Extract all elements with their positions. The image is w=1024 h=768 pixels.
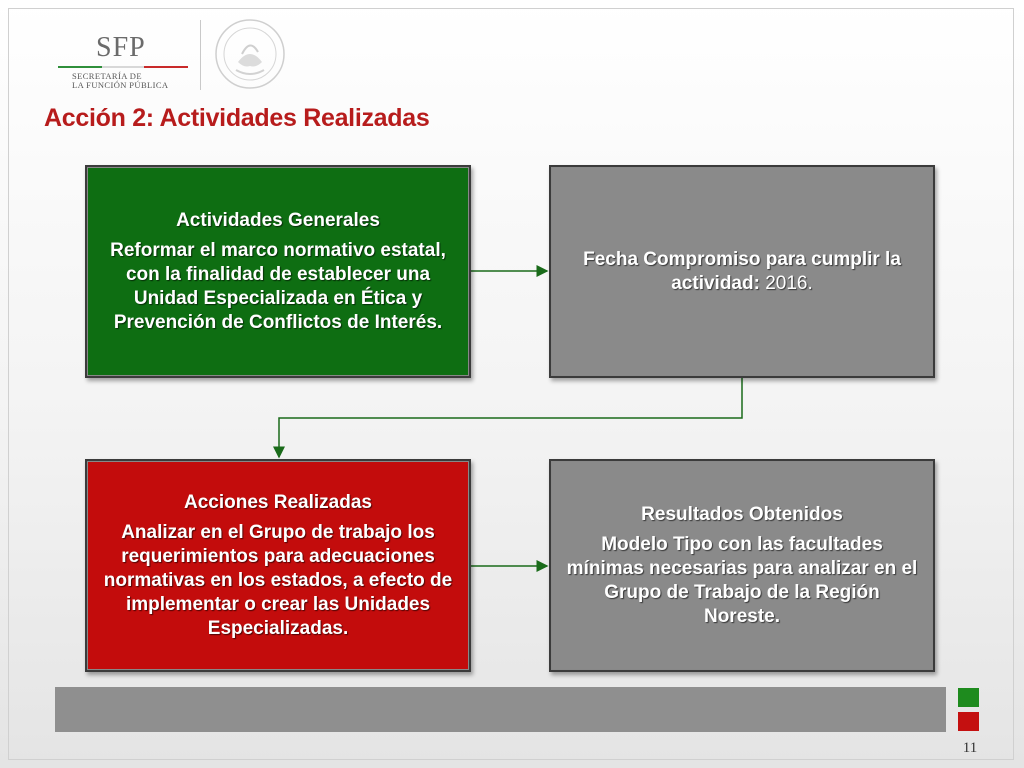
slide-title: Acción 2: Actividades Realizadas (44, 104, 430, 132)
actividades-heading: Actividades Generales (176, 209, 380, 231)
acciones-heading: Acciones Realizadas (184, 491, 372, 513)
fecha-compromiso-box (549, 165, 935, 378)
fecha-text (565, 248, 919, 296)
logo-subtitle-line2: LA FUNCIÓN PÚBLICA (72, 80, 169, 90)
footer-bar (55, 687, 946, 732)
fecha-value: 2016. (765, 272, 813, 294)
arrow-fecha-to-acciones (279, 378, 742, 457)
footer-red-square (958, 712, 979, 731)
resultados-heading: Resultados Obtenidos (641, 503, 843, 525)
logo-subtitle-line1: SECRETARÍA DE (72, 71, 142, 81)
acciones-body: Analizar en el Grupo de trabajo los requerimientos para adecuaciones normativas en los estados, a efecto de implementar o crear las Unidades Especializadas. (103, 521, 453, 639)
fecha-label: Fecha Compromiso para cumplir la actividad: (583, 248, 901, 294)
resultados-obtenidos-box (549, 459, 935, 672)
logo-text: SFP (96, 32, 146, 63)
acciones-realizadas-box (85, 459, 471, 672)
actividades-generales-box (85, 165, 471, 378)
resultados-body: Modelo Tipo con las facultades mínimas necesarias para analizar en el Grupo de Trabajo de la Región Noreste. (566, 533, 918, 627)
footer-green-square (958, 688, 979, 707)
page-number: 11 (962, 740, 978, 756)
actividades-body: Reformar el marco normativo estatal, con la finalidad de establecer una Unidad Especializada en Ética y Prevención de Conflictos de Interés. (110, 239, 446, 333)
